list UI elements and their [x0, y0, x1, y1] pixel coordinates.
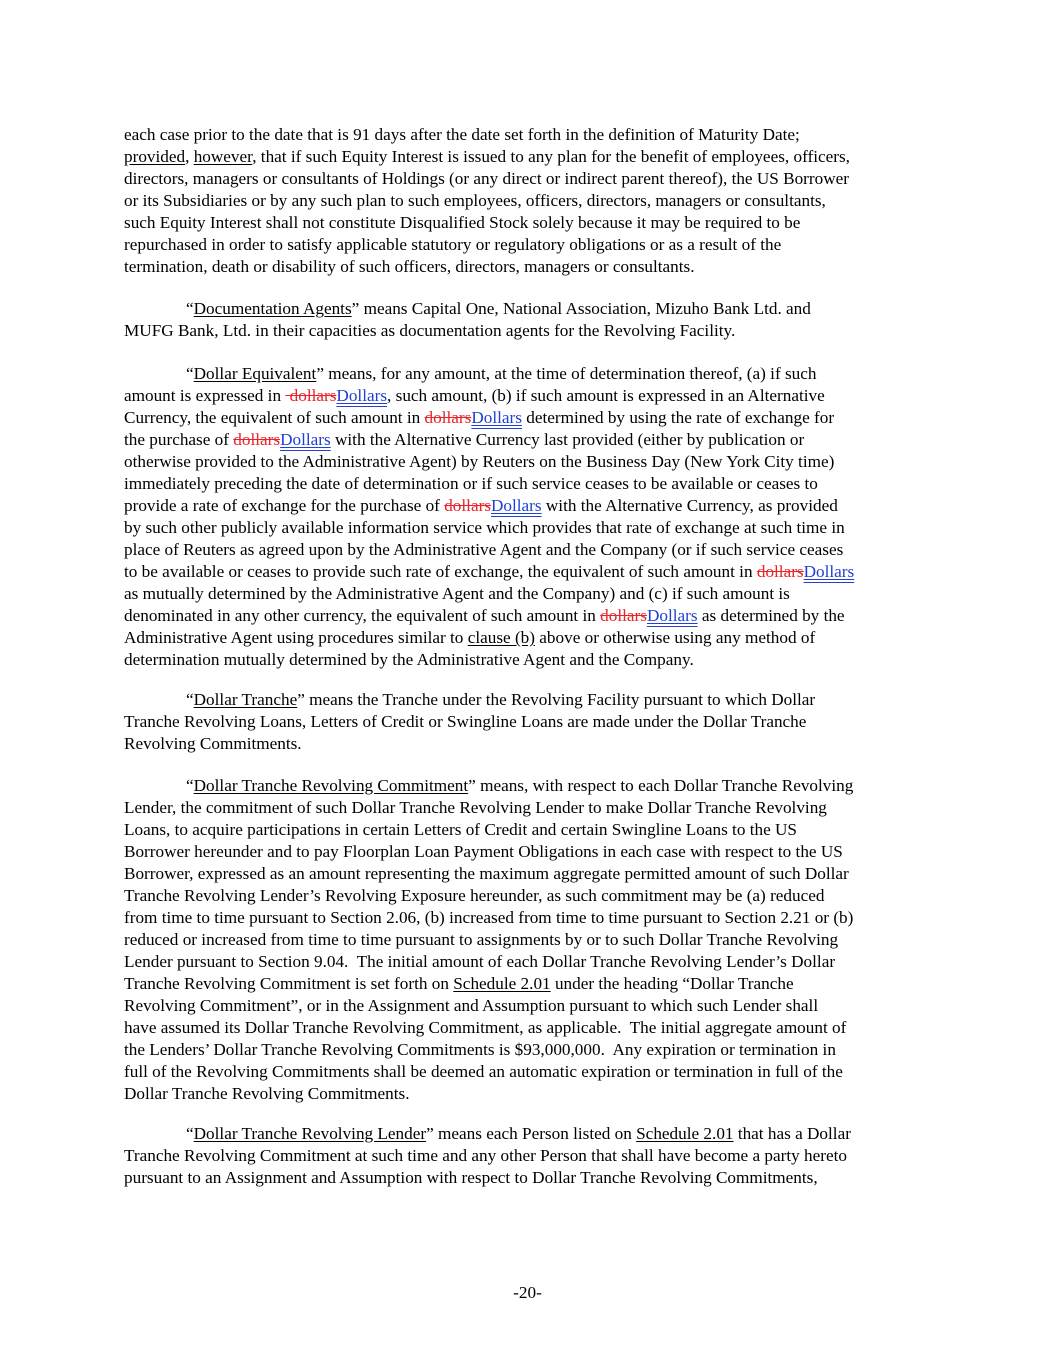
- text-line: denominated in any other currency, the equivalent of such amount in dollarsDollars as determined by the: [124, 606, 845, 625]
- inserted-text: Dollars: [646, 606, 698, 625]
- text-line: to be available or ceases to provide such rate of exchange, the equivalent of such amount in dollarsDollars: [124, 562, 855, 581]
- deleted-text: dollars: [233, 430, 281, 449]
- defined-term: Dollar Equivalent: [193, 364, 317, 383]
- paragraph-disqualified-stock-continued: [124, 124, 944, 278]
- text-line: full of the Revolving Commitments shall be deemed an automatic expiration or termination in full of the: [124, 1062, 843, 1081]
- definition-dollar-tranche: [124, 689, 944, 755]
- text-line: pursuant to an Assignment and Assumption with respect to Dollar Tranche Revolving Commitments,: [124, 1168, 818, 1187]
- text-line: from time to time pursuant to Section 2.06, (b) increased from time to time pursuant to Section 2.21 or (b): [124, 908, 854, 927]
- text-line: “Dollar Equivalent” means, for any amount, at the time of determination thereof, (a) if such: [186, 364, 817, 383]
- deleted-text: dollars: [424, 408, 472, 427]
- definition-documentation-agents: [124, 298, 944, 342]
- deleted-text: dollars: [600, 606, 647, 625]
- text-line: the purchase of dollarsDollars with the Alternative Currency last provided (either by publication or: [124, 430, 805, 449]
- text-line: or its Subsidiaries or by any such plan to such employees, officers, directors, managers or consultants,: [124, 191, 826, 210]
- page-number: -20-: [513, 1283, 542, 1302]
- text-line: Borrower, expressed as an amount representing the maximum aggregate permitted amount of such Dollar: [124, 864, 849, 883]
- text-line: Revolving Commitments.: [124, 734, 302, 753]
- definition-dollar-tranche-revolving-commitment: [124, 775, 944, 1105]
- text-line: otherwise provided to the Administrative Agent) by Reuters on the Business Day (New York City time): [124, 452, 835, 471]
- text-line: Lender, the commitment of such Dollar Tranche Revolving Lender to make Dollar Tranche Revolving: [124, 798, 827, 817]
- clause-reference: clause (b): [467, 628, 535, 647]
- inserted-text: Dollars: [471, 408, 522, 427]
- text-line: Tranche Revolving Commitment is set forth on Schedule 2.01 under the heading “Dollar Tranche: [124, 974, 794, 993]
- text-line: immediately preceding the date of determination or if such service ceases to be available or ceases to: [124, 474, 818, 493]
- text-line: provided, however, that if such Equity Interest is issued to any plan for the benefit of employees, officers,: [124, 147, 850, 166]
- text-line: “Dollar Tranche Revolving Lender” means each Person listed on Schedule 2.01 that has a Dollar: [186, 1124, 851, 1143]
- text-line: repurchased in order to satisfy applicable statutory or regulatory obligations or as a result of the: [124, 235, 782, 254]
- text-line: determination mutually determined by the Administrative Agent and the Company.: [124, 650, 694, 669]
- inserted-text: Dollars: [336, 386, 388, 405]
- provided-term: provided: [124, 147, 186, 166]
- text-line: provide a rate of exchange for the purchase of dollarsDollars with the Alternative Currency, as provided: [124, 496, 838, 515]
- text-line: Tranche Revolving Commitment at such time and any other Person that shall have become a party hereto: [124, 1146, 847, 1165]
- defined-term: Dollar Tranche: [193, 690, 298, 709]
- text-line: MUFG Bank, Ltd. in their capacities as documentation agents for the Revolving Facility.: [124, 321, 736, 340]
- text-line: Tranche Revolving Lender’s Revolving Exposure hereunder, as such commitment may be (a) reduced: [124, 886, 825, 905]
- text-line: termination, death or disability of such officers, directors, managers or consultants.: [124, 257, 695, 276]
- defined-term: Dollar Tranche Revolving Lender: [193, 1124, 427, 1143]
- schedule-reference: Schedule 2.01: [636, 1124, 734, 1143]
- text-line: have assumed its Dollar Tranche Revolving Commitment, as applicable. The initial aggregate amount of: [124, 1018, 847, 1037]
- text-line: Lender pursuant to Section 9.04. The initial amount of each Dollar Tranche Revolving Lender’s Dollar: [124, 952, 836, 971]
- text-line: Tranche Revolving Loans, Letters of Credit or Swingline Loans are made under the Dollar Tranche: [124, 712, 807, 731]
- text-line: Loans, to acquire participations in certain Letters of Credit and certain Swingline Loans to the US: [124, 820, 797, 839]
- text-line: each case prior to the date that is 91 days after the date set forth in the definition of Maturity Date;: [124, 125, 800, 144]
- text-line: amount is expressed in dollarsDollars, such amount, (b) if such amount is expressed in an Alternative: [124, 386, 825, 405]
- text-line: Administrative Agent using procedures similar to clause (b) above or otherwise using any method of: [124, 628, 816, 647]
- text-line: such Equity Interest shall not constitute Disqualified Stock solely because it may be required to be: [124, 213, 801, 232]
- deleted-text: dollars: [756, 562, 804, 581]
- schedule-reference: Schedule 2.01: [453, 974, 551, 993]
- defined-term: Dollar Tranche Revolving Commitment: [193, 776, 469, 795]
- inserted-text: Dollars: [490, 496, 542, 515]
- deleted-text: dollars: [444, 496, 491, 515]
- defined-term: Documentation Agents: [193, 299, 352, 318]
- definition-dollar-equivalent: [124, 363, 944, 671]
- text-line: Dollar Tranche Revolving Commitments.: [124, 1084, 410, 1103]
- text-line: “Dollar Tranche” means the Tranche under the Revolving Facility pursuant to which Dollar: [186, 690, 816, 709]
- text-line: “Documentation Agents” means Capital One, National Association, Mizuho Bank Ltd. and: [186, 299, 811, 318]
- text-line: Currency, the equivalent of such amount in dollarsDollars determined by using the rate of exchange for: [124, 408, 835, 427]
- inserted-text: Dollars: [803, 562, 855, 581]
- deleted-text: dollars: [285, 386, 337, 405]
- definition-dollar-tranche-revolving-lender: [124, 1123, 944, 1189]
- text-line: by such other publicly available information service which provides that rate of exchange at such time in: [124, 518, 845, 537]
- text-line: Revolving Commitment”, or in the Assignment and Assumption pursuant to which such Lender shall: [124, 996, 819, 1015]
- text-line: reduced or increased from time to time pursuant to assignments by or to such Dollar Tranche Revolving: [124, 930, 839, 949]
- text-line: Borrower hereunder and to pay Floorplan Loan Payment Obligations in each case with respect to the US: [124, 842, 843, 861]
- text-line: directors, managers or consultants of Holdings (or any direct or indirect parent thereof), the US Borrower: [124, 169, 849, 188]
- text-line: place of Reuters as agreed upon by the Administrative Agent and the Company (or if such service ceases: [124, 540, 844, 559]
- text-line: the Lenders’ Dollar Tranche Revolving Commitments is $93,000,000. Any expiration or termination in: [124, 1040, 836, 1059]
- inserted-text: Dollars: [280, 430, 331, 449]
- however-term: however: [193, 147, 253, 166]
- text-line: as mutually determined by the Administrative Agent and the Company) and (c) if such amount is: [124, 584, 790, 603]
- text-line: “Dollar Tranche Revolving Commitment” means, with respect to each Dollar Tranche Revolving: [186, 776, 854, 795]
